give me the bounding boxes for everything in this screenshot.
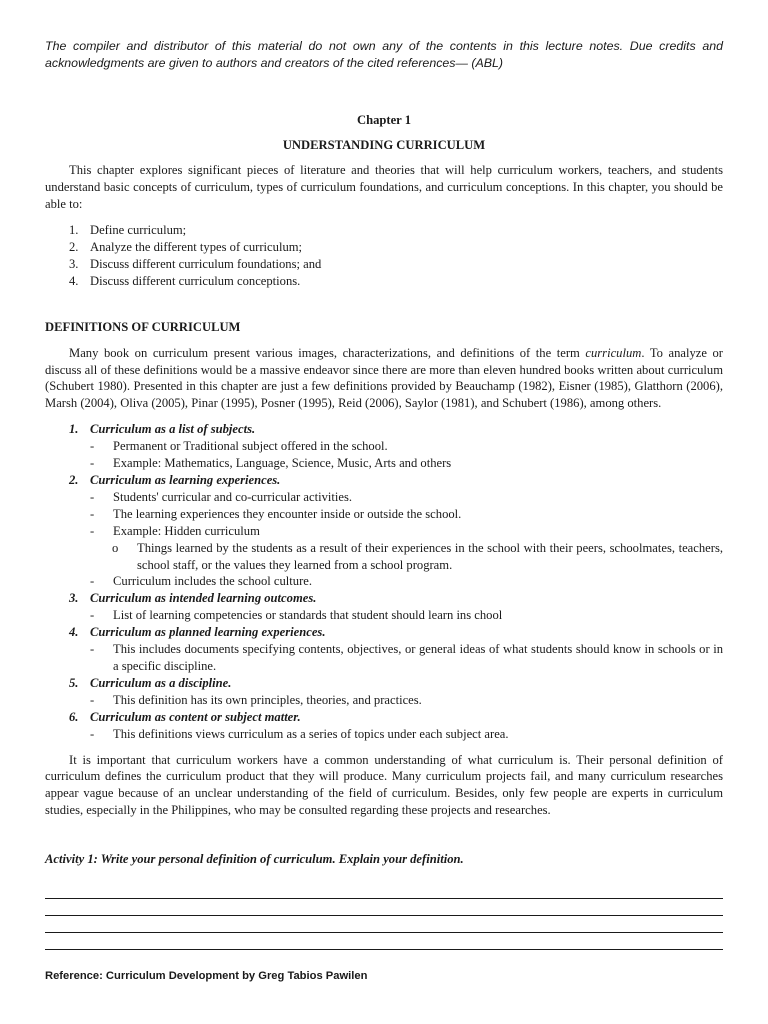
- definition-item: [45, 624, 723, 675]
- sub-bullet-text: Things learned by the students as a result of their experiences in the school with their peers, schoolmates, teachers, school staff, or the values they learned from a school program.: [137, 540, 723, 572]
- objective-item: [45, 273, 723, 290]
- definitions-term: curriculum: [585, 345, 642, 360]
- bullet-text: Example: Hidden curriculum: [113, 523, 260, 538]
- closing-paragraph: It is important that curriculum workers have a common understanding of what curriculum is. Their personal definition of curriculum defines the curriculum product that they will produce. Many curriculum projects fail, and many curriculum researches appear vague because of an unclear understanding of the field of curriculum. Besides, only few people are experts in curriculum studies, especially in the Philippines, who may be consulted regarding these projects and researches.: [45, 752, 723, 818]
- objective-item: [45, 222, 723, 239]
- definitions-paragraph-start: Many book on curriculum present various images, characterizations, and definitions of the term: [69, 345, 586, 360]
- bullet-text: This definitions views curriculum as a series of topics under each subject area.: [113, 726, 509, 741]
- document-page: [45, 38, 723, 950]
- definitions-paragraph-end: . To analyze or discuss all of these definitions would be a massive endeavor since there are more than eleven hundred books written about curriculum (Schubert 1980). Presented in this chapter are just a few definitions provided by Beauchamp (1982), Eisner (1985), Glatthorn (2006), Marsh (2004), Oliva (2005), Pinar (1995), Posner (1995), Reid (2006), Saylor (1981), and Schubert (1986), among others.: [45, 345, 724, 411]
- bullet-text: Students' curricular and co-curricular activities.: [113, 489, 353, 504]
- chapter-label: Chapter 1: [357, 112, 411, 127]
- definition-number: 1.: [69, 422, 79, 437]
- definition-item: [45, 472, 723, 590]
- objective-text: Define curriculum;: [90, 223, 187, 238]
- definition-bullet: [90, 573, 723, 590]
- dash-bullet-marker: -: [90, 642, 95, 657]
- definition-title: Curriculum as planned learning experiences.: [90, 625, 326, 640]
- definition-bullet: [90, 523, 723, 540]
- bullet-text: This includes documents specifying contents, objectives, or general ideas of what students should know in schools or in a specific discipline.: [113, 642, 723, 673]
- answer-line[interactable]: [45, 933, 723, 950]
- activity-prompt: Activity 1: Write your personal definition of curriculum. Explain your definition.: [45, 852, 464, 867]
- answer-line[interactable]: [45, 899, 723, 916]
- objective-number: 1.: [69, 223, 79, 238]
- reference-footer: Reference: Curriculum Development by Greg Tabios Pawilen: [45, 970, 368, 982]
- definition-title: Curriculum as intended learning outcomes.: [90, 591, 317, 606]
- definition-title: Curriculum as content or subject matter.: [90, 709, 301, 724]
- bullet-text: Curriculum includes the school culture.: [113, 574, 313, 589]
- definitions-list: [45, 421, 723, 742]
- definitions-paragraph: [45, 345, 723, 413]
- definition-bullet: [90, 455, 723, 472]
- objective-text: Discuss different curriculum foundations; and: [90, 256, 322, 271]
- definition-bullet: [90, 641, 723, 675]
- definition-number: 4.: [69, 625, 79, 640]
- dash-bullet-marker: -: [90, 574, 95, 589]
- chapter-intro: This chapter explores significant pieces of literature and theories that will help curriculum workers, teachers, and students understand basic concepts of curriculum, types of curriculum foundations, and curriculum conceptions. In this chapter, you should be able to:: [45, 163, 723, 212]
- definition-title: Curriculum as a list of subjects.: [90, 422, 256, 437]
- definition-number: 6.: [69, 709, 79, 724]
- objective-number: 4.: [69, 273, 79, 288]
- definition-bullets: [90, 438, 723, 472]
- definition-bullets: [90, 726, 723, 743]
- definition-bullet: [90, 726, 723, 743]
- definition-bullets: [90, 641, 723, 675]
- definition-bullet: [90, 692, 723, 709]
- bullet-text: List of learning competencies or standards that student should learn ins chool: [113, 608, 503, 623]
- definition-bullet: [90, 438, 723, 455]
- definition-item: [45, 675, 723, 709]
- dash-bullet-marker: -: [90, 726, 95, 741]
- definition-bullets: [90, 489, 723, 590]
- definition-title: Curriculum as learning experiences.: [90, 473, 281, 487]
- sub-bullets: [90, 540, 723, 574]
- objectives-list: [45, 222, 723, 290]
- bullet-text: The learning experiences they encounter inside or outside the school.: [113, 506, 462, 521]
- objective-text: Analyze the different types of curriculum;: [90, 240, 303, 255]
- definition-title: Curriculum as a discipline.: [90, 675, 232, 690]
- section-heading: DEFINITIONS OF CURRICULUM: [45, 319, 241, 334]
- dash-bullet-marker: -: [90, 692, 95, 707]
- definition-bullet: [90, 506, 723, 523]
- sub-bullet: [90, 540, 723, 574]
- objective-number: 3.: [69, 256, 79, 271]
- definition-number: 2.: [69, 473, 79, 487]
- answer-lines: [45, 882, 723, 950]
- dash-bullet-marker: -: [90, 456, 95, 471]
- dash-bullet-marker: -: [90, 608, 95, 623]
- objective-item: [45, 239, 723, 256]
- answer-line[interactable]: [45, 882, 723, 899]
- circle-bullet-marker: o: [112, 540, 119, 555]
- definition-item: [45, 709, 723, 743]
- definition-number: 3.: [69, 591, 79, 606]
- chapter-title: UNDERSTANDING CURRICULUM: [282, 137, 486, 152]
- dash-bullet-marker: -: [90, 489, 95, 504]
- bullet-text: This definition has its own principles, theories, and practices.: [113, 692, 422, 707]
- definition-bullets: [90, 607, 723, 624]
- definition-bullet: [90, 489, 723, 506]
- disclaimer-text: The compiler and distributor of this material do not own any of the contents in this lecture notes. Due credits and acknowledgments are given to authors and creators of the cited references— (ABL): [45, 39, 723, 70]
- dash-bullet-marker: -: [90, 439, 95, 454]
- answer-line[interactable]: [45, 916, 723, 933]
- bullet-text: Example: Mathematics, Language, Science, Music, Arts and others: [113, 456, 452, 471]
- definition-number: 5.: [69, 675, 79, 690]
- definition-bullet: [90, 607, 723, 624]
- definition-item: [45, 421, 723, 472]
- dash-bullet-marker: -: [90, 506, 95, 521]
- definition-bullets: [90, 692, 723, 709]
- dash-bullet-marker: -: [90, 523, 95, 538]
- objective-number: 2.: [69, 240, 79, 255]
- bullet-text: Permanent or Traditional subject offered in the school.: [113, 439, 388, 454]
- objective-item: [45, 256, 723, 273]
- definition-item: [45, 590, 723, 624]
- objective-text: Discuss different curriculum conceptions.: [90, 273, 301, 288]
